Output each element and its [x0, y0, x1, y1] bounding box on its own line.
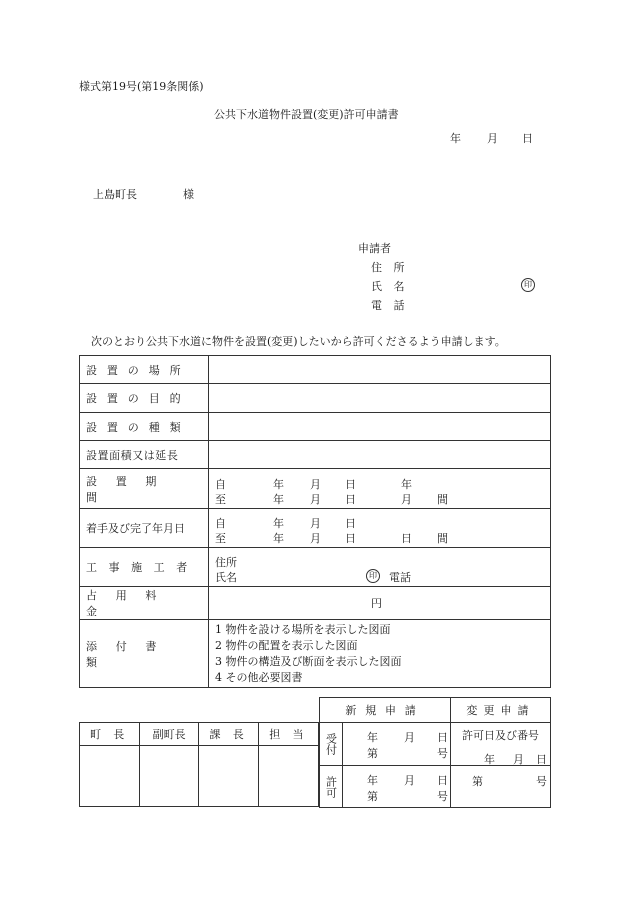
area-label	[80, 441, 209, 469]
change-application-text: 変更申請	[466, 704, 535, 717]
period-duration: 間	[437, 492, 448, 506]
form-number: 様式第19号(第19条関係)	[79, 80, 204, 93]
approval-table	[79, 722, 319, 807]
period-label-text: 設置期間	[86, 474, 176, 504]
fee-field[interactable]	[209, 587, 551, 620]
period-from-month: 月	[310, 477, 321, 491]
deputy-mayor-label-text: 副町長	[152, 728, 186, 741]
fee-label	[80, 587, 209, 620]
mayor-label-text: 町 長	[90, 728, 129, 741]
date-year: 年	[450, 132, 461, 145]
deputy-mayor-label	[139, 723, 199, 746]
applicant-name-label: 氏 名	[371, 280, 405, 293]
applicant-address-label: 住 所	[371, 261, 405, 274]
applicant-phone-label: 電 話	[371, 299, 405, 312]
area-field[interactable]	[209, 441, 551, 469]
start-end-label	[80, 509, 209, 548]
contractor-name: 氏名	[215, 571, 237, 584]
intro-text: 次のとおり公共下水道に物件を設置(変更)したいから許可くださるよう申請します。	[91, 335, 506, 348]
permit-date-field[interactable]	[451, 752, 551, 808]
change-application-header	[451, 698, 551, 723]
purpose-label	[80, 384, 209, 413]
start-end-duration: 間	[437, 532, 448, 545]
new-application-text: 新規申請	[345, 704, 425, 717]
end-month: 月	[310, 532, 321, 545]
contractor-label	[80, 548, 209, 587]
permitted-day: 日	[437, 773, 448, 787]
period-months-unit: 月	[401, 492, 412, 506]
type-label-text: 設置の種類	[86, 420, 191, 434]
location-label-text: 設置の場所	[86, 363, 191, 377]
permitted-field[interactable]	[343, 766, 451, 808]
permitted-month: 月	[404, 773, 415, 787]
received-label-text: 受付	[324, 733, 338, 755]
section-chief-label	[199, 723, 259, 746]
end-day: 日	[345, 532, 356, 545]
received-month: 月	[404, 731, 415, 744]
attachment-item: 3 物件の構造及び断面を表示した図面	[215, 654, 402, 668]
in-charge-stamp-box[interactable]	[259, 746, 319, 807]
permitted-number-prefix: 第	[367, 789, 378, 803]
permit-month: 月	[513, 752, 524, 766]
mayor-label	[80, 723, 140, 746]
received-label	[320, 723, 343, 766]
deputy-mayor-stamp-box[interactable]	[139, 746, 199, 807]
addressee-name: 上島町長	[93, 188, 137, 201]
period-from-day: 日	[345, 477, 356, 491]
contractor-seal-icon: 印	[366, 569, 380, 583]
attachments-label-text: 添付書類	[86, 639, 176, 669]
date-month: 月	[487, 132, 498, 145]
fee-unit: 円	[371, 597, 382, 610]
end-to: 至	[215, 532, 226, 545]
period-to-year: 年	[273, 492, 284, 506]
start-end-days-unit: 日	[401, 532, 412, 545]
type-field[interactable]	[209, 413, 551, 441]
received-year: 年	[367, 731, 378, 744]
period-from-year: 年	[273, 477, 284, 491]
type-label	[80, 413, 209, 441]
contractor-phone: 電話	[389, 571, 411, 584]
start-end-field[interactable]	[209, 509, 551, 548]
received-number-suffix: 号	[437, 747, 448, 760]
section-chief-stamp-box[interactable]	[199, 746, 259, 807]
start-year: 年	[273, 517, 284, 530]
period-to-day: 日	[345, 492, 356, 506]
page-title: 公共下水道物件設置(変更)許可申請書	[214, 108, 399, 121]
area-label-text: 設置面積又は延長	[86, 448, 179, 462]
permitted-label	[320, 766, 343, 808]
permitted-year: 年	[367, 773, 378, 787]
application-table	[79, 355, 551, 688]
date-day: 日	[522, 132, 533, 145]
start-end-label-text: 着手及び完了年月日	[86, 522, 185, 535]
permit-number-prefix: 第	[472, 774, 483, 788]
attachment-item: 4 その他必要図書	[215, 670, 303, 684]
permit-year: 年	[484, 752, 495, 766]
attachment-item: 1 物件を設ける場所を表示した図面	[215, 622, 391, 636]
contractor-label-text: 工事施工者	[86, 561, 199, 574]
mayor-stamp-box[interactable]	[80, 746, 140, 807]
attachments-label	[80, 620, 209, 688]
addressee-honorific: 様	[183, 188, 194, 201]
period-to-month: 月	[310, 492, 321, 506]
location-label	[80, 356, 209, 384]
permitted-number-suffix: 号	[437, 789, 448, 803]
attachments-field	[209, 620, 551, 688]
fee-label-text: 占用料金	[86, 589, 176, 618]
attachment-item: 2 物件の配置を表示した図面	[215, 638, 358, 652]
start-from: 自	[215, 517, 226, 530]
start-month: 月	[310, 517, 321, 530]
contractor-address: 住所	[215, 556, 237, 569]
received-number-prefix: 第	[367, 747, 378, 760]
purpose-field[interactable]	[209, 384, 551, 413]
applicant-heading: 申請者	[358, 242, 391, 255]
section-chief-label-text: 課 長	[209, 728, 249, 741]
location-field[interactable]	[209, 356, 551, 384]
permit-day: 日	[536, 752, 547, 766]
period-years-unit: 年	[401, 477, 412, 491]
permit-date-number-label: 許可日及び番号	[462, 729, 539, 742]
received-day: 日	[437, 731, 448, 744]
office-use-table	[319, 697, 551, 808]
permitted-label-text: 許可	[324, 775, 338, 798]
received-field[interactable]	[343, 723, 451, 766]
applicant-seal-icon: 印	[521, 278, 535, 292]
in-charge-label-text: 担 当	[269, 728, 308, 741]
contractor-field[interactable]	[209, 548, 551, 587]
in-charge-label	[259, 723, 319, 746]
permit-number-suffix: 号	[536, 774, 547, 788]
end-year: 年	[273, 532, 284, 545]
purpose-label-text: 設置の目的	[86, 392, 191, 405]
period-to: 至	[215, 492, 226, 506]
period-from: 自	[215, 477, 226, 491]
new-application-header	[320, 698, 451, 723]
period-label	[80, 469, 209, 509]
period-field[interactable]	[209, 469, 551, 509]
start-day: 日	[345, 517, 356, 530]
